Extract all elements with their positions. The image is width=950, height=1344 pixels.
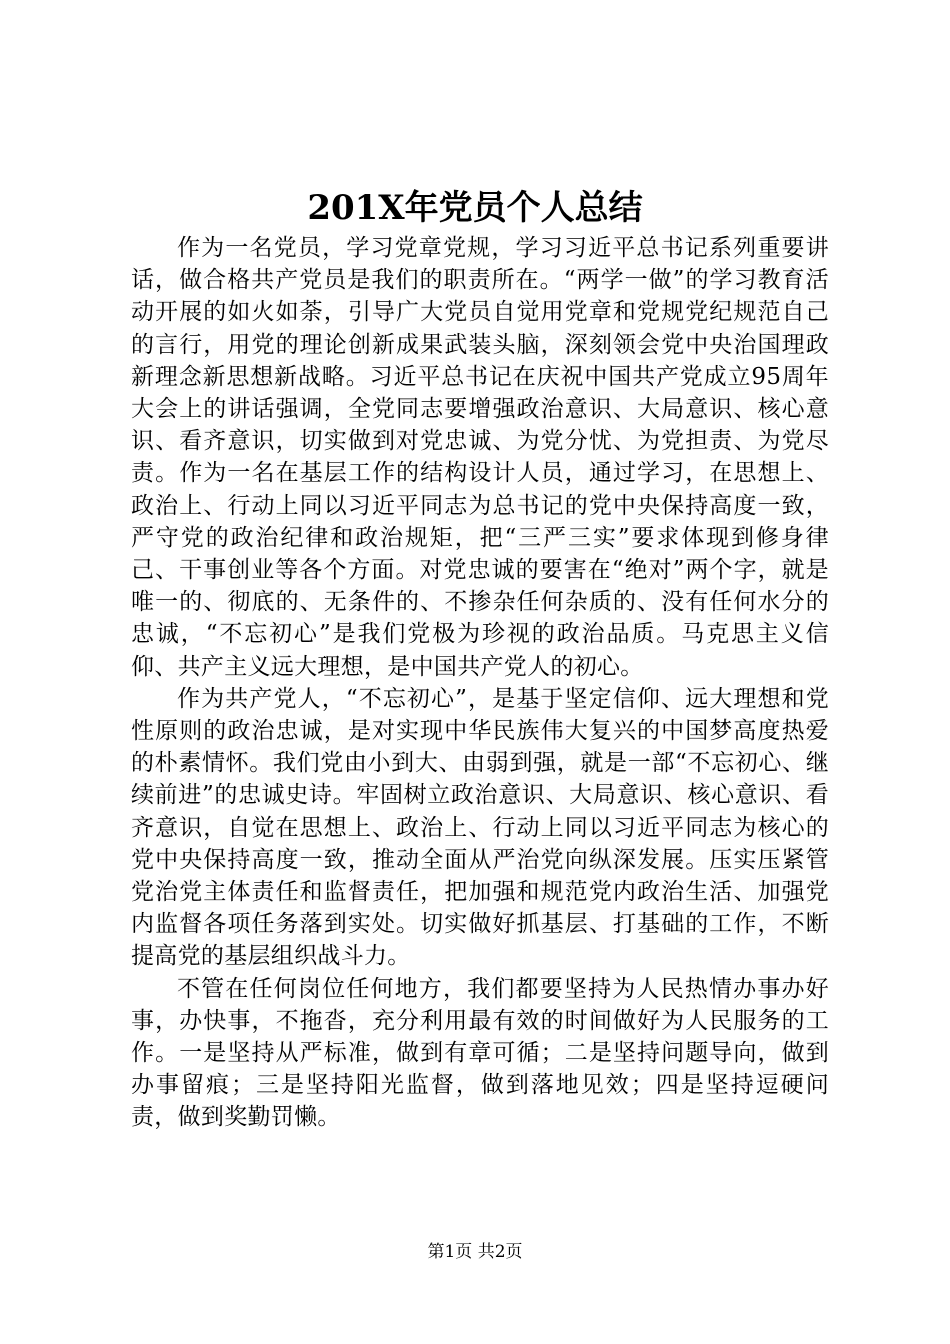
paragraph-1: 作为一名党员，学习党章党规，学习习近平总书记系列重要讲话，做合格共产党员是我们的职责所在。“两学一做”的学习教育活动开展的如火如荼，引导广大党员自觉用党章和党规党纪规范自己的言行，用党的理论创新成果武装头脑，深刻领会党中央治国理政新理念新思想新战略。习近平总书记在庆祝中国共产党成立95周年大会上的讲话强调，全党同志要增强政治意识、大局意识、核心意识、看齐意识，切实做到对党忠诚、为党分忧、为党担责、为党尽责。作为一名在基层工作的结构设计人员，通过学习，在思想上、政治上、行动上同以习近平同志为总书记的党中央保持高度一致，严守党的政治纪律和政治规矩，把“三严三实”要求体现到修身律己、干事创业等各个方面。对党忠诚的要害在“绝对”两个字，就是唯一的、彻底的、无条件的、不掺杂任何杂质的、没有任何水分的忠诚，“不忘初心”是我们党极为珍视的政治品质。马克思主义信仰、共产主义远大理想，是中国共产党人的初心。	[131, 235, 829, 680]
paragraph-2: 作为共产党人，“不忘初心”，是基于坚定信仰、远大理想和党性原则的政治忠诚，是对实现中华民族伟大复兴的中国梦高度热爱的朴素情怀。我们党由小到大、由弱到强，就是一部“不忘初心、继续前进”的忠诚史诗。牢固树立政治意识、大局意识、核心意识、看齐意识，自觉在思想上、政治上、行动上同以习近平同志为核心的党中央保持高度一致，推动全面从严治党向纵深发展。压实压紧管党治党主体责任和监督责任，把加强和规范党内政治生活、加强党内监督各项任务落到实处。切实做好抓基层、打基础的工作，不断提高党的基层组织战斗力。	[131, 685, 829, 970]
document-body	[131, 232, 829, 1134]
paragraph-3: 不管在任何岗位任何地方，我们都要坚持为人民热情办事办好事，办快事，不拖沓，充分利用最有效的时间做好为人民服务的工作。一是坚持从严标准，做到有章可循；二是坚持问题导向，做到办事留痕；三是坚持阳光监督，做到落地见效；四是坚持逗硬问责，做到奖勤罚懒。	[131, 975, 829, 1131]
document-title: 201X年党员个人总结	[307, 188, 643, 228]
page-number-footer: 第1页 共2页	[427, 1242, 523, 1262]
